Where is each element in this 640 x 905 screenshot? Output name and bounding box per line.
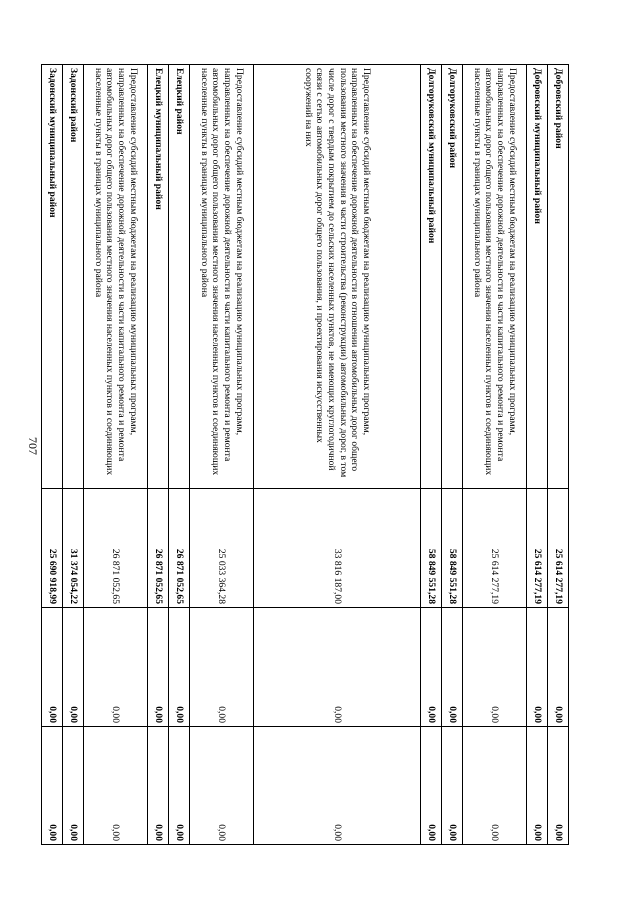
table-row-municipality — [148, 65, 169, 845]
row-value-2: 0,00 — [463, 608, 527, 727]
row-value-2: 0,00 — [42, 608, 63, 727]
row-value-2: 0,00 — [169, 608, 190, 727]
row-value-2: 0,00 — [527, 608, 548, 727]
row-name: Добровский район — [548, 65, 569, 489]
row-value-1: 26 871 052,65 — [84, 489, 148, 608]
row-value-2: 0,00 — [84, 608, 148, 727]
rotated-page-region — [46, 64, 569, 844]
row-value-1: 33 816 187,00 — [254, 489, 421, 608]
row-value-2: 0,00 — [190, 608, 254, 727]
table-row-municipality — [42, 65, 63, 845]
table-row-municipality — [527, 65, 548, 845]
row-value-3: 0,00 — [254, 727, 421, 845]
row-value-1: 25 033 364,28 — [190, 489, 254, 608]
row-value-3: 0,00 — [421, 727, 442, 845]
row-name: Долгоруковский муниципальный район — [421, 65, 442, 489]
row-value-3: 0,00 — [463, 727, 527, 845]
row-value-3: 0,00 — [169, 727, 190, 845]
row-name: Добровский муниципальный район — [527, 65, 548, 489]
table-row-municipality — [421, 65, 442, 845]
page-number: 707 — [26, 437, 40, 455]
row-value-1: 58 849 551,28 — [421, 489, 442, 608]
table-row-subsidy — [190, 65, 254, 845]
row-value-3: 0,00 — [84, 727, 148, 845]
row-value-1: 25 614 277,19 — [548, 489, 569, 608]
row-value-2: 0,00 — [548, 608, 569, 727]
table-row-region — [548, 65, 569, 845]
row-value-3: 0,00 — [548, 727, 569, 845]
row-value-3: 0,00 — [190, 727, 254, 845]
row-value-3: 0,00 — [527, 727, 548, 845]
row-name: Елецкий район — [169, 65, 190, 489]
row-value-2: 0,00 — [148, 608, 169, 727]
row-name: Задонский район — [63, 65, 84, 489]
table-row-subsidy — [254, 65, 421, 845]
row-value-1: 31 374 054,22 — [63, 489, 84, 608]
table-row-region — [442, 65, 463, 845]
row-value-1: 26 871 052,65 — [148, 489, 169, 608]
row-value-1: 25 690 918,99 — [42, 489, 63, 608]
row-name: Задонский муниципальный район — [42, 65, 63, 489]
row-value-1: 25 614 277,19 — [463, 489, 527, 608]
rotated-table-container — [46, 64, 569, 844]
row-value-3: 0,00 — [42, 727, 63, 845]
row-value-3: 0,00 — [63, 727, 84, 845]
row-value-2: 0,00 — [421, 608, 442, 727]
row-value-1: 25 614 277,19 — [527, 489, 548, 608]
table-row-region — [169, 65, 190, 845]
budget-table — [41, 64, 569, 845]
row-name: Долгоруковский район — [442, 65, 463, 489]
row-value-1: 26 871 052,65 — [169, 489, 190, 608]
table-row-subsidy — [463, 65, 527, 845]
table-row-region — [63, 65, 84, 845]
table-row-subsidy — [84, 65, 148, 845]
row-name: Предоставление субсидий местным бюджетам на реализацию муниципальных программ, направленных на обеспечение дорожной деятельности в отношении автомобильных дорог общего пользования местного значения в части строительства (реконструкции) автомобильных дорог, в том числе дорог с твердым покрытием до сельских населенных пунктов, не имеющих круглогодичной связи с сетью автомобильных дорог общего пользования, и проектирования искусственных сооружений на них — [254, 65, 421, 489]
row-value-1: 58 849 551,28 — [442, 489, 463, 608]
row-name: Предоставление субсидий местным бюджетам на реализацию муниципальных программ, направленных на обеспечение дорожной деятельности в части капитального ремонта и ремонта автомобильных дорог общего пользования местного значения населенных пунктов и соединяющих населенные пункты в границах муниципального района — [463, 65, 527, 489]
row-name: Елецкий муниципальный район — [148, 65, 169, 489]
row-name: Предоставление субсидий местным бюджетам на реализацию муниципальных программ, направленных на обеспечение дорожной деятельности в части капитального ремонта и ремонта автомобильных дорог общего пользования местного значения населенных пунктов и соединяющих населенные пункты в границах муниципального района — [190, 65, 254, 489]
row-value-3: 0,00 — [148, 727, 169, 845]
row-value-2: 0,00 — [63, 608, 84, 727]
row-value-2: 0,00 — [254, 608, 421, 727]
row-value-2: 0,00 — [442, 608, 463, 727]
row-name: Предоставление субсидий местным бюджетам на реализацию муниципальных программ, направленных на обеспечение дорожной деятельности в части капитального ремонта и ремонта автомобильных дорог общего пользования местного значения населенных пунктов и соединяющих населенные пункты в границах муниципального района — [84, 65, 148, 489]
row-value-3: 0,00 — [442, 727, 463, 845]
